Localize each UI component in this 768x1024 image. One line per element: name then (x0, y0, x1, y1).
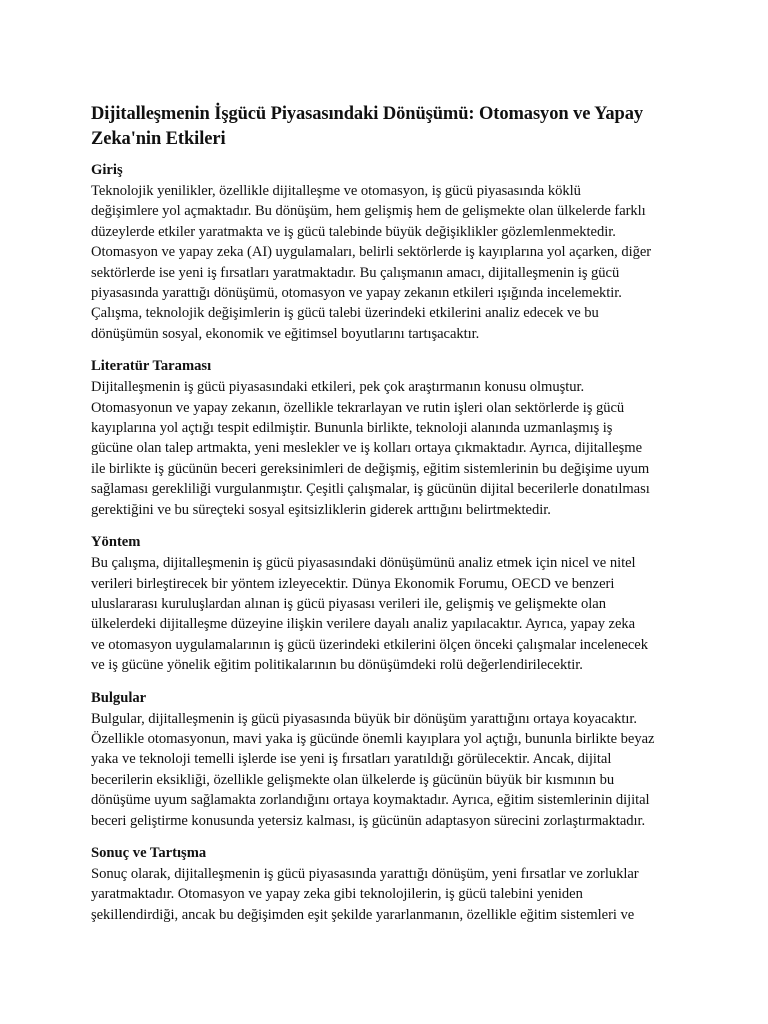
section-heading: Sonuç ve Tartışma (91, 844, 207, 861)
section-yontem (91, 532, 681, 675)
section-paragraph: Dijitalleşmenin iş gücü piyasasındaki etkileri, pek çok araştırmanın konusu olmuştur. Otomasyonun ve yapay zekanın, özellikle tekrarlayan ve rutin işleri olan sektörlerde iş gücü kayıplarına yol açtığı tespit edilmiştir. Bununla birlikte, teknoloji alanında uzmanlaşmış iş gücüne olan talep artmakta, yeni meslekler ve iş kolları ortaya çıkmaktadır. Ayrıca, dijitalleşme ile birlikte iş gücünün beceri gereksinimleri de değişmiş, eğitim sistemlerinin bu değişime uyum sağlaması gerekliliği vurgulanmıştır. Çeşitli çalışmalar, iş gücünün dijital becerilerle donatılması gerektiğini ve bu süreçteki sosyal eşitsizliklerin giderek arttığını belirtmektedir. (91, 379, 650, 518)
section-sonuc-ve-tartisma (91, 843, 681, 925)
section-giris (91, 160, 681, 344)
section-heading: Bulgular (91, 689, 147, 706)
section-heading: Giriş (91, 162, 123, 178)
section-heading: Literatür Taraması (91, 358, 212, 375)
section-paragraph: Bu çalışma, dijitalleşmenin iş gücü piyasasındaki dönüşümünü analiz etmek için nicel ve nitel verileri birleştirecek bir yöntem izleyecektir. Dünya Ekonomik Forumu, OECD ve benzeri uluslararası kuruluşlardan alınan iş gücü piyasası verileri ile, gelişmiş ve gelişmekte olan ülkelerdeki dijitalleşme düzeyine ilişkin verilere dayalı analiz yapılacaktır. Ayrıca, yapay zeka ve otomasyon uygulamalarının iş gücü üzerindeki etkilerini ölçen önceki çalışmalar incelenecek ve iş gücüne yönelik eğitim politikalarının bu dönüşümdeki rolü değerlendirilecektir. (91, 555, 648, 674)
section-paragraph: Sonuç olarak, dijitalleşmenin iş gücü piyasasında yarattığı dönüşüm, yeni fırsatlar ve zorluklar yaratmaktadır. Otomasyon ve yapay zeka gibi teknolojilerin, iş gücü talebini yeniden şekillendirdiği, ancak bu değişimden eşit şekilde yararlanmanın, özellikle eğitim sistemleri ve (91, 865, 639, 923)
document-title: Dijitalleşmenin İşgücü Piyasasındaki Dönüşümü: Otomasyon ve Yapay Zeka'nin Etkileri (91, 104, 644, 149)
section-paragraph: Bulgular, dijitalleşmenin iş gücü piyasasında büyük bir dönüşüm yarattığını ortaya koyacaktır. Özellikle otomasyonun, mavi yaka iş gücünde önemli kayıplara yol açtığı, bununla birlikte beyaz yaka ve teknoloji temelli işlerde ise yeni iş fırsatları yaratıldığı görülecektir. Ancak, dijital becerilerin eksikliği, özellikle gelişmekte olan ülkelerde iş gücünün büyük bir kısmının bu dönüşüme uyum sağlamakta zorlandığını ortaya koymaktadır. Ayrıca, eğitim sistemlerinin dijital beceri geliştirme konusunda yetersiz kalması, iş gücünün adaptasyon sürecini zorlaştırmaktadır. (91, 710, 655, 829)
section-literatur-taramasi (91, 356, 681, 520)
section-paragraph: Teknolojik yenilikler, özellikle dijitalleşme ve otomasyon, iş gücü piyasasında köklü değişimlere yol açmaktadır. Bu dönüşüm, hem gelişmiş hem de gelişmekte olan ülkelerde farklı düzeylerde etkiler yaratmakta ve iş gücü talebinde büyük değişiklikler gözlemlenmektedir. Otomasyon ve yapay zeka (AI) uygulamaları, belirli sektörlerde iş kayıplarına yol açarken, diğer sektörlerde ise yeni iş fırsatları yaratmaktadır. Bu çalışmanın amacı, dijitalleşmenin iş gücü piyasasında yarattığı dönüşümü, otomasyon ve yapay zekanın etkileri ışığında incelemektir. Çalışma, teknolojik değişimlerin iş gücü talebi üzerindeki etkilerini analiz edecek ve bu dönüşümün sosyal, ekonomik ve eğitimsel boyutlarını tartışacaktır. (91, 183, 652, 342)
section-heading: Yöntem (91, 534, 141, 551)
document-content (91, 102, 681, 937)
section-bulgular (91, 688, 681, 831)
